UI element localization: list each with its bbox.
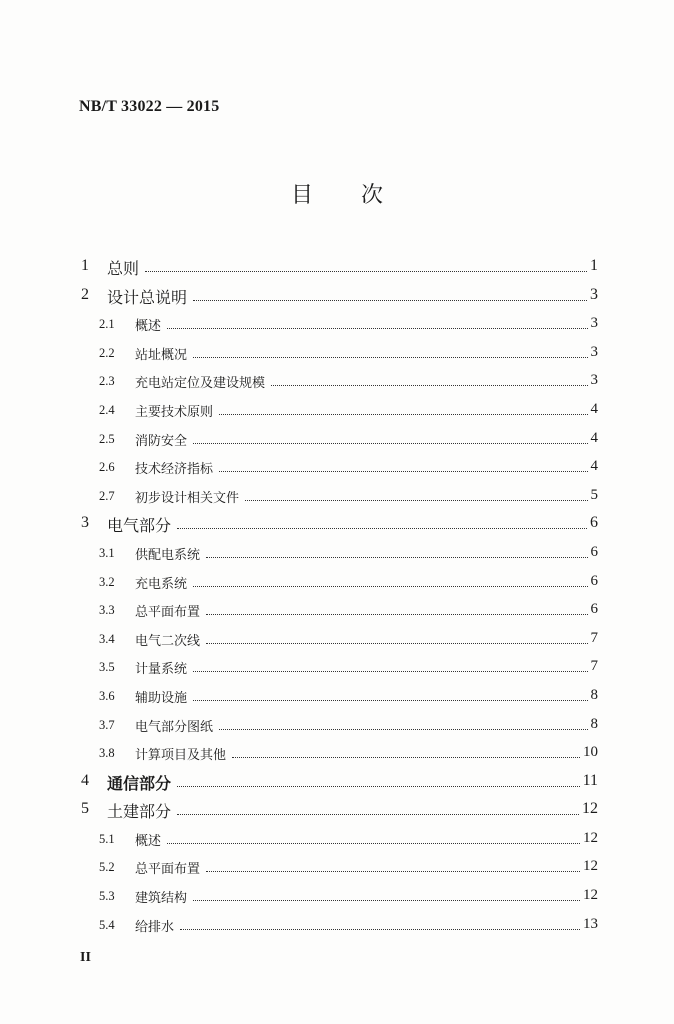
toc-entry-number: 2.7 <box>99 488 115 503</box>
toc-entry-title: 供配电系统 <box>135 547 201 563</box>
table-of-contents <box>0 252 674 938</box>
toc-entry-number: 3.1 <box>99 545 115 560</box>
toc-dot-leader <box>193 586 587 587</box>
toc-entry-title: 电气二次线 <box>135 633 201 649</box>
toc-entry <box>0 338 674 367</box>
toc-dot-leader <box>177 786 580 787</box>
toc-entry <box>0 681 674 710</box>
toc-entry-number: 2.6 <box>99 460 115 475</box>
toc-entry <box>0 767 674 796</box>
toc-entry-number: 3.5 <box>99 660 115 675</box>
toc-dot-leader <box>167 843 580 844</box>
toc-entry-page: 3 <box>590 372 598 389</box>
toc-dot-leader <box>177 814 579 815</box>
toc-entry-page: 6 <box>590 514 598 532</box>
toc-entry-number: 2.3 <box>99 374 115 389</box>
toc-entry-title: 主要技术原则 <box>135 404 214 420</box>
toc-entry-number: 3.8 <box>99 746 115 761</box>
toc-dot-leader <box>177 528 587 529</box>
toc-dot-leader <box>219 471 587 472</box>
toc-dot-leader <box>193 357 587 358</box>
toc-entry-page: 3 <box>590 285 598 303</box>
toc-entry <box>0 624 674 653</box>
toc-entry-page: 3 <box>590 343 598 360</box>
toc-entry-title: 消防安全 <box>135 433 188 449</box>
toc-entry-title: 土建部分 <box>107 802 172 822</box>
toc-entry-title: 辅助设施 <box>135 690 188 706</box>
toc-entry <box>0 509 674 538</box>
toc-entry-page: 12 <box>583 887 598 904</box>
toc-entry <box>0 281 674 310</box>
toc-entry-number: 3.3 <box>99 603 115 618</box>
toc-entry-number: 2 <box>81 285 89 303</box>
toc-entry <box>0 795 674 824</box>
toc-dot-leader <box>206 643 587 644</box>
toc-entry-page: 12 <box>583 858 598 875</box>
toc-entry-page: 1 <box>590 257 598 274</box>
toc-entry-title: 技术经济指标 <box>135 462 214 478</box>
toc-dot-leader <box>245 500 587 501</box>
toc-entry-title: 充电站定位及建设规模 <box>135 376 266 392</box>
toc-entry-title: 概述 <box>135 319 162 335</box>
toc-entry-page: 3 <box>590 315 598 332</box>
page-number: II <box>80 950 91 965</box>
toc-entry-number: 3 <box>81 514 89 532</box>
toc-dot-leader <box>145 271 587 272</box>
toc-entry-page: 10 <box>583 744 598 761</box>
toc-entry-number: 4 <box>81 771 89 789</box>
toc-entry <box>0 738 674 767</box>
toc-entry-number: 3.2 <box>99 574 115 589</box>
toc-dot-leader <box>206 871 580 872</box>
toc-entry-page: 12 <box>582 800 598 818</box>
toc-entry-title: 充电系统 <box>135 576 188 592</box>
toc-entry-number: 2.5 <box>99 431 115 446</box>
toc-entry-title: 建筑结构 <box>135 891 188 907</box>
toc-entry-page: 13 <box>583 915 598 932</box>
toc-entry-page: 4 <box>590 400 598 417</box>
toc-entry-title: 计量系统 <box>135 662 188 678</box>
toc-dot-leader <box>219 729 587 730</box>
toc-dot-leader <box>193 443 587 444</box>
toc-entry <box>0 309 674 338</box>
toc-entry-title: 设计总说明 <box>107 287 188 307</box>
toc-entry-title: 电气部分 <box>107 516 172 536</box>
toc-entry <box>0 595 674 624</box>
toc-entry-title: 初步设计相关文件 <box>135 490 240 506</box>
toc-entry-page: 12 <box>583 829 598 846</box>
toc-entry-title: 电气部分图纸 <box>135 719 214 735</box>
toc-entry <box>0 881 674 910</box>
toc-entry <box>0 395 674 424</box>
toc-dot-leader <box>193 671 587 672</box>
toc-entry-number: 2.2 <box>99 345 115 360</box>
toc-entry-title: 总平面布置 <box>135 862 201 878</box>
toc-entry <box>0 652 674 681</box>
toc-entry-number: 3.6 <box>99 688 115 703</box>
toc-dot-leader <box>206 614 587 615</box>
toc-entry-number: 5.4 <box>99 917 115 932</box>
toc-entry-title: 给排水 <box>135 919 175 935</box>
toc-entry-page: 4 <box>590 429 598 446</box>
toc-title: 目次 <box>290 183 431 208</box>
toc-entry-number: 3.4 <box>99 631 115 646</box>
toc-entry <box>0 452 674 481</box>
toc-entry <box>0 852 674 881</box>
toc-dot-leader <box>219 414 587 415</box>
toc-entry <box>0 910 674 939</box>
toc-entry-page: 8 <box>590 686 598 703</box>
toc-entry-page: 6 <box>590 572 598 589</box>
toc-entry-title: 站址概况 <box>135 347 188 363</box>
toc-entry-title: 总则 <box>107 259 140 278</box>
toc-dot-leader <box>193 900 580 901</box>
toc-entry-page: 6 <box>590 601 598 618</box>
toc-entry-page: 5 <box>590 486 598 503</box>
toc-dot-leader <box>271 385 587 386</box>
toc-dot-leader <box>167 328 587 329</box>
toc-entry <box>0 366 674 395</box>
toc-dot-leader <box>193 700 587 701</box>
toc-entry-number: 1 <box>81 257 89 274</box>
toc-entry-page: 11 <box>582 771 598 789</box>
toc-entry-title: 总平面布置 <box>135 605 201 621</box>
toc-entry-title: 通信部分 <box>107 773 172 793</box>
toc-entry-page: 8 <box>590 715 598 732</box>
toc-entry <box>0 824 674 853</box>
toc-dot-leader <box>180 929 580 930</box>
toc-entry-number: 3.7 <box>99 717 115 732</box>
toc-entry <box>0 710 674 739</box>
toc-entry-number: 2.4 <box>99 402 115 417</box>
standard-code: NB/T 33022 — 2015 <box>79 98 220 115</box>
toc-dot-leader <box>232 757 580 758</box>
toc-entry <box>0 252 674 281</box>
toc-dot-leader <box>193 300 587 301</box>
toc-entry-number: 5.2 <box>99 860 115 875</box>
toc-entry-page: 4 <box>590 458 598 475</box>
toc-entry <box>0 567 674 596</box>
toc-entry-number: 5.3 <box>99 889 115 904</box>
toc-entry-number: 5 <box>81 800 89 818</box>
toc-entry <box>0 481 674 510</box>
toc-entry-number: 5.1 <box>99 831 115 846</box>
toc-entry-title: 概述 <box>135 833 162 849</box>
toc-entry-title: 计算项目及其他 <box>135 748 227 764</box>
toc-entry-page: 7 <box>590 629 598 646</box>
toc-entry <box>0 424 674 453</box>
toc-entry-page: 7 <box>590 658 598 675</box>
toc-dot-leader <box>206 557 587 558</box>
toc-entry-page: 6 <box>590 543 598 560</box>
toc-entry <box>0 538 674 567</box>
toc-entry-number: 2.1 <box>99 317 115 332</box>
